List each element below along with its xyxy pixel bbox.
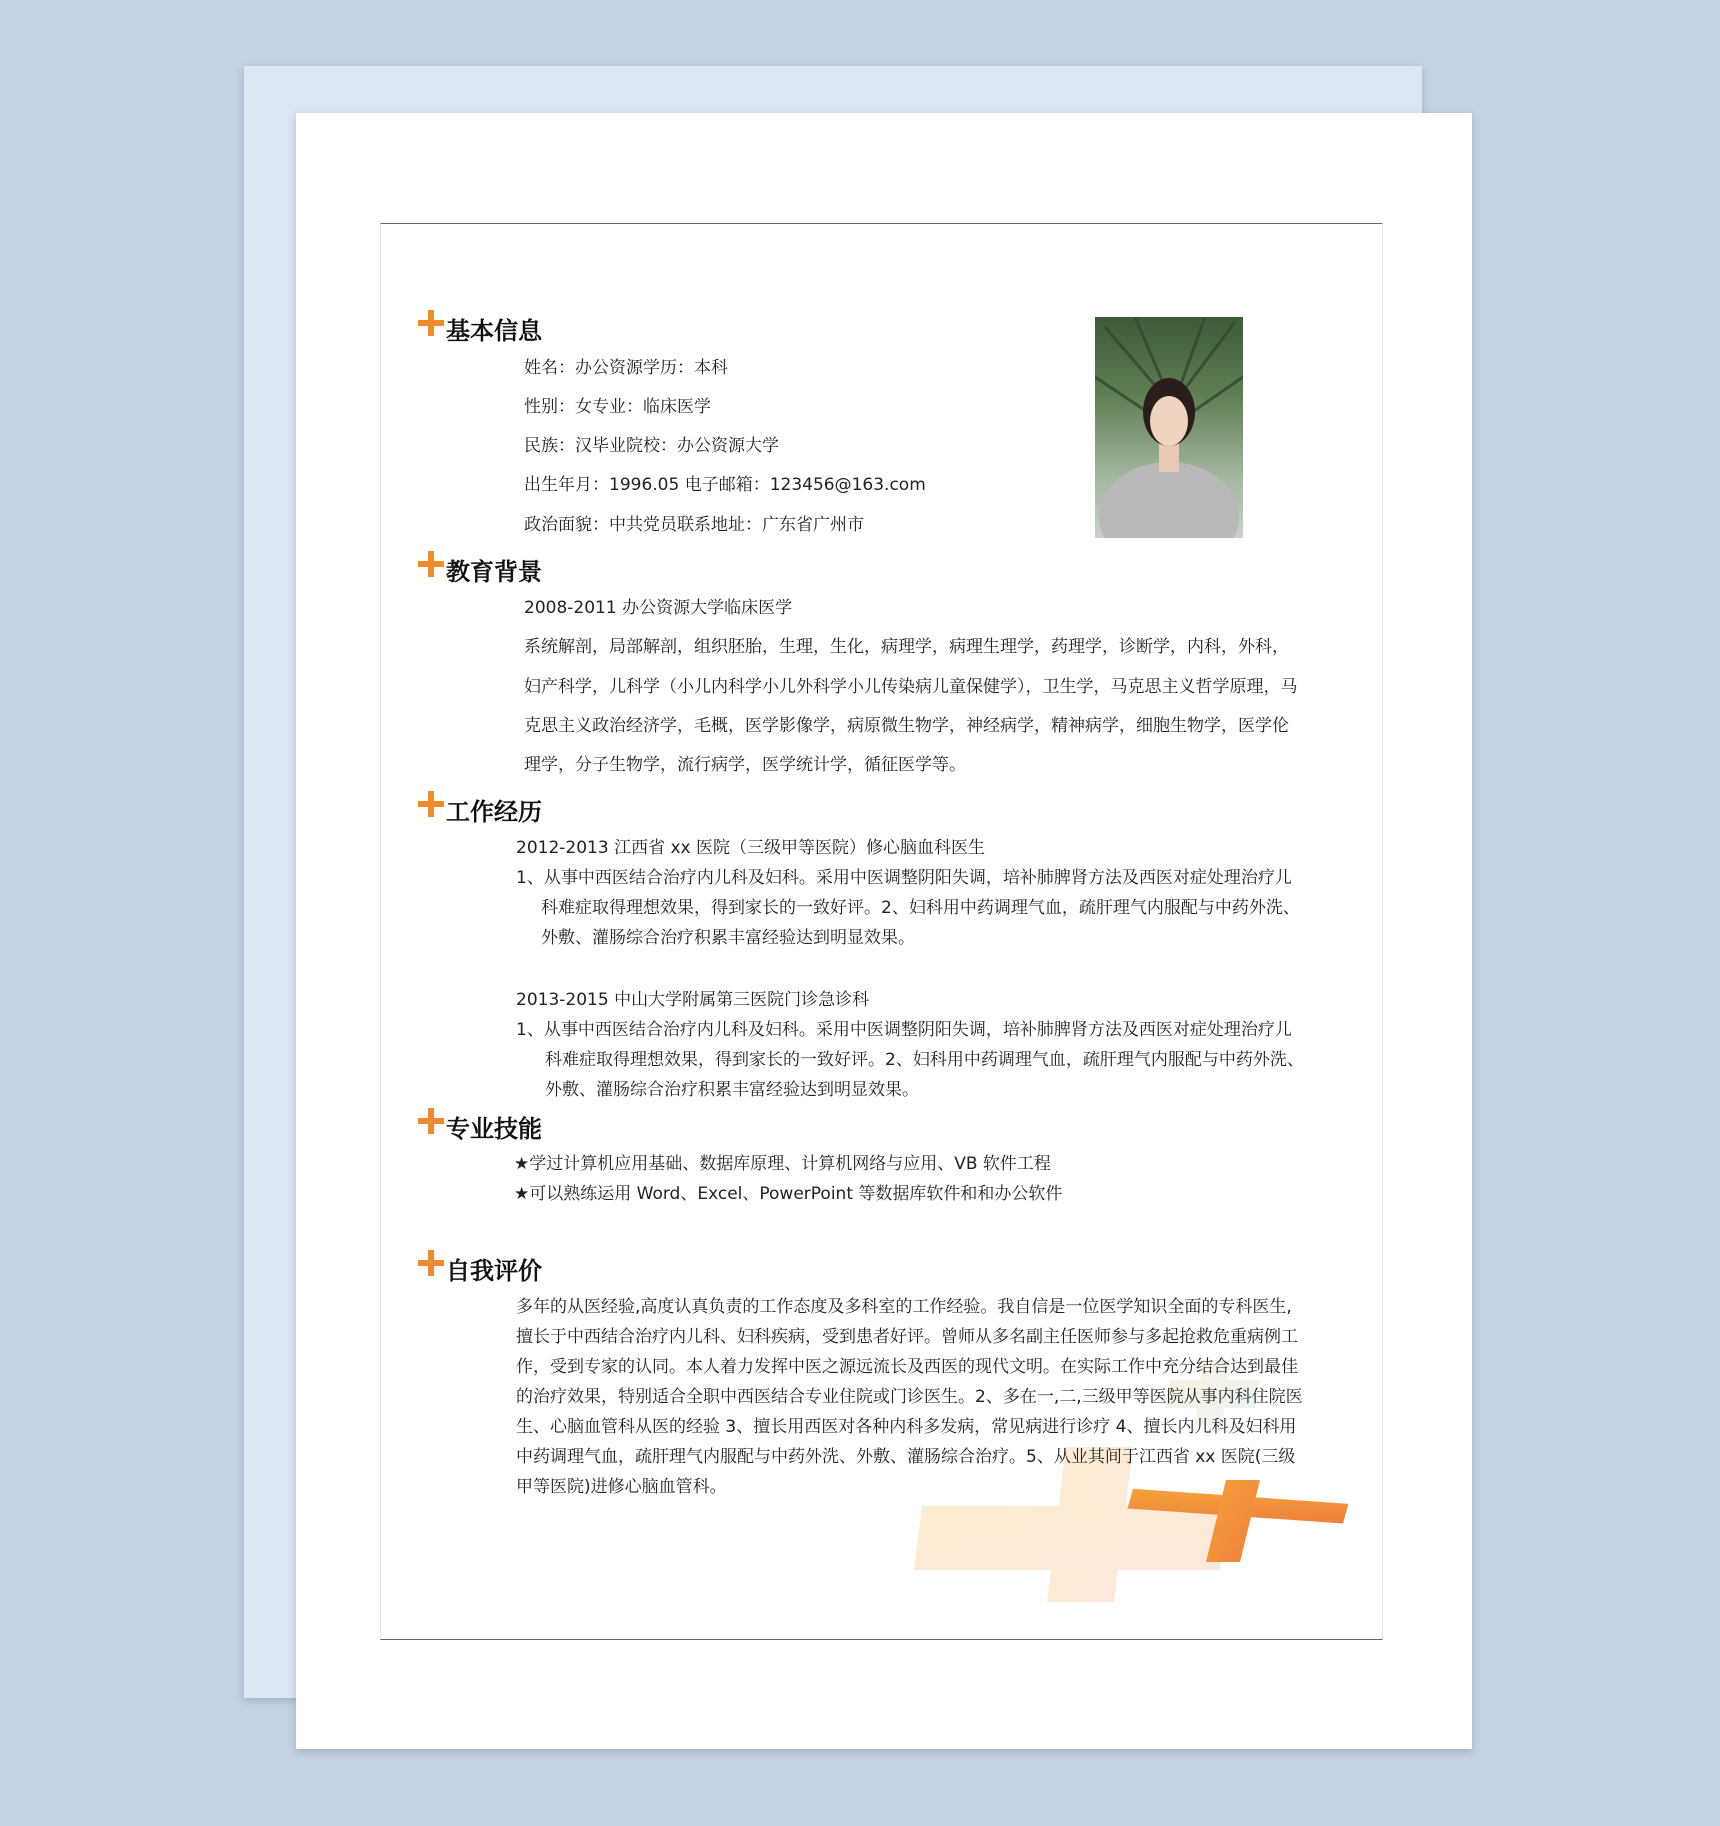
- orange-plus-icon: [418, 310, 444, 336]
- job-detail-line: 外敷、灌肠综合治疗积累丰富经验达到明显效果。: [545, 1080, 919, 1100]
- job-heading: 2013-2015 中山大学附属第三医院门诊急诊科: [516, 990, 870, 1010]
- education-course-line: 理学，分子生物学，流行病学，医学统计学，循征医学等。: [524, 755, 966, 775]
- self-eval-line: 擅长于中西结合治疗内儿科、妇科疾病，受到患者好评。曾师从多名副主任医师参与多起抢救危重病例工: [516, 1327, 1298, 1347]
- job-detail-line: 科难症取得理想效果，得到家长的一致好评。2、妇科用中药调理气血，疏肝理气内服配与中药外洗、: [541, 898, 1300, 918]
- section-title-basic: 基本信息: [418, 311, 542, 346]
- profile-photo: [1095, 317, 1243, 538]
- basic-info-line: 政治面貌：中共党员联系地址：广东省广州市: [524, 515, 864, 535]
- self-eval-line: 的治疗效果，特别适合全职中西医结合专业住院或门诊医生。2、多在一,二,三级甲等医院从事内科住院医: [516, 1387, 1303, 1407]
- basic-info-line: 民族：汉毕业院校：办公资源大学: [524, 436, 779, 456]
- orange-plus-icon: [418, 551, 444, 577]
- education-course-line: 妇产科学，儿科学（小儿内科学小儿外科学小儿传染病儿童保健学），卫生学，马克思主义哲学原理，马: [524, 677, 1298, 697]
- self-eval-line: 生、心脑血管科从医的经验 3、擅长用西医对各种内科多发病，常见病进行诊疗 4、擅长内儿科及妇科用: [516, 1417, 1297, 1437]
- self-eval-line: 甲等医院)进修心脑血管科。: [516, 1477, 727, 1497]
- self-eval-line: 作，受到专家的认同。本人着力发挥中医之源远流长及西医的现代文明。在实际工作中充分结合达到最佳: [516, 1357, 1298, 1377]
- orange-plus-icon: [418, 1250, 444, 1276]
- skill-item: ★学过计算机应用基础、数据库原理、计算机网络与应用、VB 软件工程: [514, 1154, 1051, 1174]
- orange-plus-icon: [418, 1108, 444, 1134]
- job-detail-line: 1、从事中西医结合治疗内儿科及妇科。采用中医调整阴阳失调，培补肺脾肾方法及西医对症处理治疗儿: [516, 1020, 1292, 1040]
- education-heading: 2008-2011 办公资源大学临床医学: [524, 598, 793, 618]
- education-course-line: 克思主义政治经济学，毛概，医学影像学，病原微生物学，神经病学，精神病学，细胞生物学，医学伦: [524, 716, 1289, 736]
- big-faint-cross: [914, 1447, 1226, 1602]
- job-heading: 2012-2013 江西省 xx 医院（三级甲等医院）修心脑血科医生: [516, 838, 985, 858]
- basic-info-line: 性别：女专业：临床医学: [524, 397, 711, 417]
- section-title-self: 自我评价: [418, 1251, 542, 1286]
- education-course-line: 系统解剖，局部解剖，组织胚胎，生理，生化，病理学，病理生理学，药理学，诊断学，内科，外科，: [524, 637, 1289, 657]
- skill-item: ★可以熟练运用 Word、Excel、PowerPoint 等数据库软件和和办公软件: [514, 1184, 1063, 1204]
- orange-plus-icon: [418, 791, 444, 817]
- decorative-crosses: [900, 1330, 1400, 1670]
- job-detail-line: 1、从事中西医结合治疗内儿科及妇科。采用中医调整阴阳失调，培补肺脾肾方法及西医对症处理治疗儿: [516, 868, 1292, 888]
- section-title-work: 工作经历: [418, 792, 542, 827]
- self-eval-line: 多年的从医经验,高度认真负责的工作态度及多科室的工作经验。我自信是一位医学知识全面的专科医生,: [516, 1297, 1292, 1317]
- section-title-education: 教育背景: [418, 552, 542, 587]
- self-eval-line: 中药调理气血，疏肝理气内服配与中药外洗、外敷、灌肠综合治疗。5、从业其间于江西省 xx 医院(三级: [516, 1447, 1296, 1467]
- section-title-skills: 专业技能: [418, 1109, 542, 1144]
- basic-info-line: 姓名：办公资源学历：本科: [524, 358, 728, 378]
- job-detail-line: 科难症取得理想效果，得到家长的一致好评。2、妇科用中药调理气血，疏肝理气内服配与中药外洗、: [545, 1050, 1304, 1070]
- basic-info-line: 出生年月：1996.05 电子邮箱：123456@163.com: [524, 475, 926, 495]
- job-detail-line: 外敷、灌肠综合治疗积累丰富经验达到明显效果。: [541, 928, 915, 948]
